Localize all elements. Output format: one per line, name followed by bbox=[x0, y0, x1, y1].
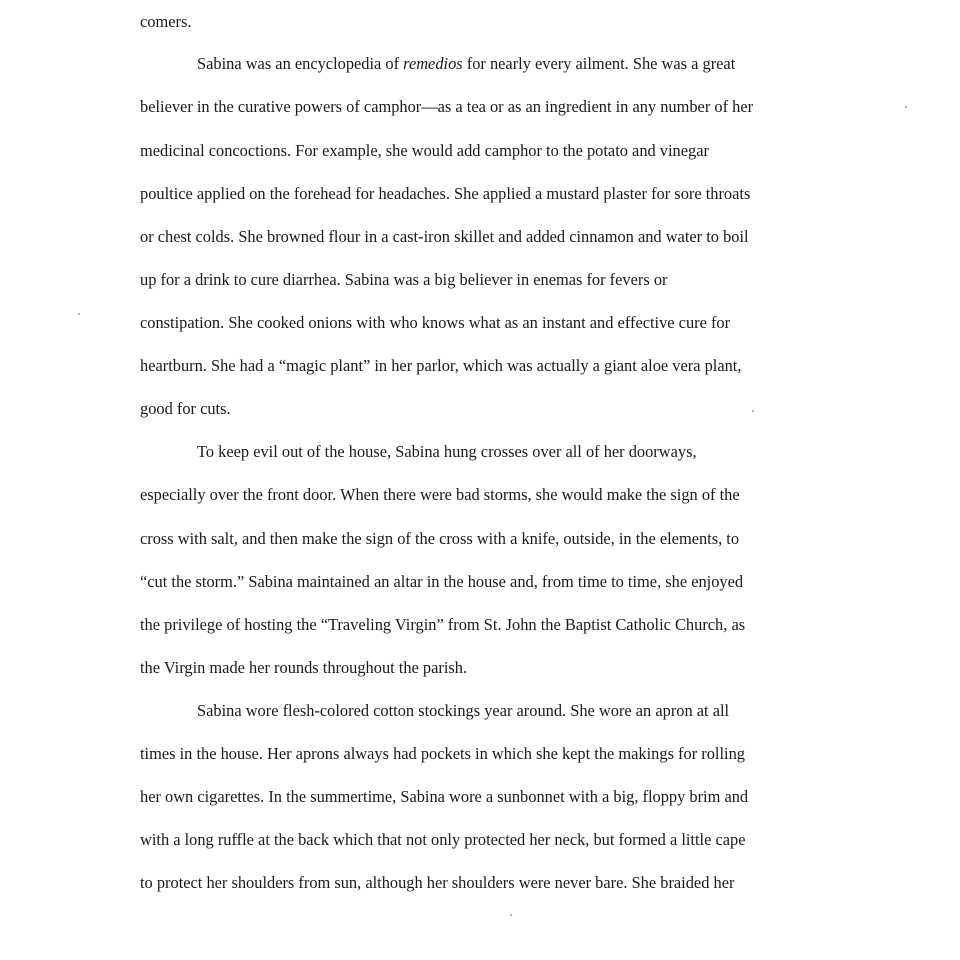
text-span: for nearly every ailment. She was a great bbox=[462, 54, 736, 73]
text-line: medicinal concoctions. For example, she would add camphor to the potato and vinegar bbox=[140, 141, 709, 160]
paragraph-first-line: Sabina wore flesh-colored cotton stockings year around. She wore an apron at all bbox=[197, 701, 730, 720]
text-line: the privilege of hosting the “Traveling Virgin” from St. John the Baptist Catholic Church, as bbox=[140, 615, 746, 634]
text-line: “cut the storm.” Sabina maintained an altar in the house and, from time to time, she enjoyed bbox=[140, 572, 744, 591]
text-line: believer in the curative powers of camphor—as a tea or as an ingredient in any number of her bbox=[140, 97, 754, 116]
text-line: up for a drink to cure diarrhea. Sabina was a big believer in enemas for fevers or bbox=[140, 270, 668, 289]
scan-speck bbox=[510, 914, 512, 916]
text-line: heartburn. She had a “magic plant” in her parlor, which was actually a giant aloe vera plant, bbox=[140, 356, 742, 375]
text-line: good for cuts. bbox=[140, 399, 231, 418]
scan-speck bbox=[752, 410, 754, 412]
text-line: her own cigarettes. In the summertime, Sabina wore a sunbonnet with a big, floppy brim and bbox=[140, 787, 749, 806]
text-line: poultice applied on the forehead for headaches. She applied a mustard plaster for sore throats bbox=[140, 184, 751, 203]
text-line: or chest colds. She browned flour in a cast-iron skillet and added cinnamon and water to boil bbox=[140, 227, 749, 246]
paragraph-first-line: To keep evil out of the house, Sabina hung crosses over all of her doorways, bbox=[197, 442, 697, 461]
text-line: the Virgin made her rounds throughout the parish. bbox=[140, 658, 468, 677]
text-line: to protect her shoulders from sun, although her shoulders were never bare. She braided her bbox=[140, 873, 735, 892]
text-span: Sabina was an encyclopedia of bbox=[197, 54, 404, 73]
paragraph-first-line bbox=[197, 54, 735, 74]
scan-speck bbox=[78, 313, 80, 315]
text-line: constipation. She cooked onions with who knows what as an instant and effective cure for bbox=[140, 313, 731, 332]
text-line: comers. bbox=[140, 12, 192, 31]
text-line: especially over the front door. When there were bad storms, she would make the sign of the bbox=[140, 485, 740, 504]
text-line: cross with salt, and then make the sign of the cross with a knife, outside, in the elements, to bbox=[140, 529, 740, 548]
scan-speck bbox=[905, 106, 907, 108]
text-line: with a long ruffle at the back which that not only protected her neck, but formed a little cape bbox=[140, 830, 746, 849]
text-line: times in the house. Her aprons always had pockets in which she kept the makings for rolling bbox=[140, 744, 745, 763]
emphasized-term: remedios bbox=[403, 54, 463, 73]
